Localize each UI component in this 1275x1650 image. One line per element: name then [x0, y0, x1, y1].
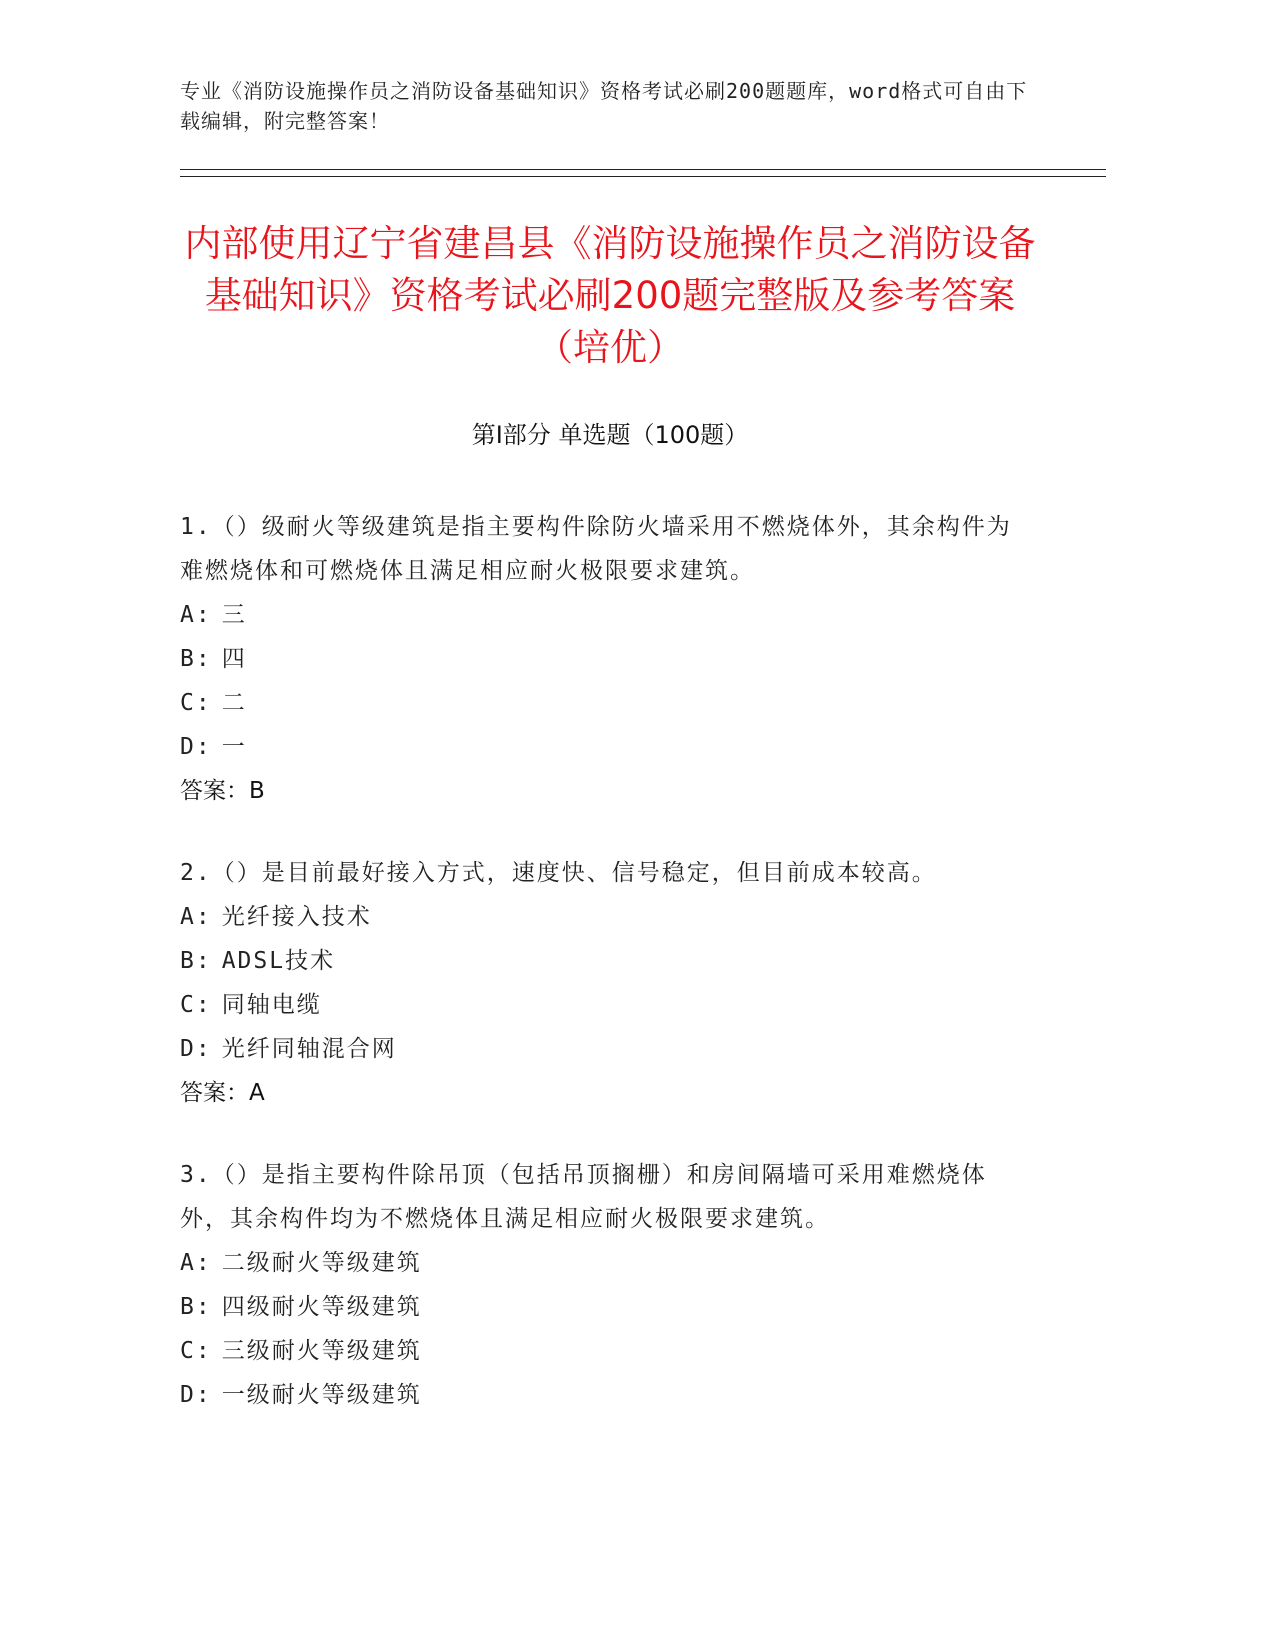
- question-3: [180, 1153, 1030, 1417]
- option-text: 二级耐火等级建筑: [221, 1250, 422, 1276]
- option-text: 光纤接入技术: [221, 904, 372, 930]
- option-text: 三级耐火等级建筑: [221, 1338, 422, 1364]
- answer-line: 答案：B: [180, 778, 265, 804]
- option-text: 四级耐火等级建筑: [221, 1294, 422, 1320]
- option-letter: A:: [180, 904, 212, 930]
- question-text: 3.（）是指主要构件除吊顶（包括吊顶搁栅）和房间隔墙可采用难燃烧体外，其余构件均为不燃烧体且满足相应耐火极限要求建筑。: [180, 1162, 987, 1232]
- option-b: [180, 637, 1030, 681]
- option-d: [180, 1373, 1030, 1417]
- option-text: 二: [221, 690, 247, 716]
- option-text: 四: [221, 646, 247, 672]
- option-a: [180, 895, 1030, 939]
- question-1: [180, 505, 1030, 813]
- section-heading: 第Ⅰ部分 单选题（100题）: [471, 421, 749, 449]
- option-letter: B:: [180, 1294, 212, 1320]
- header-rule-top: [180, 169, 1106, 170]
- question-text: 2.（）是目前最好接入方式，速度快、信号稳定，但目前成本较高。: [180, 860, 937, 886]
- option-text: 一级耐火等级建筑: [221, 1382, 422, 1408]
- option-text: 三: [221, 602, 247, 628]
- option-text: 一: [221, 734, 247, 760]
- option-text: 同轴电缆: [221, 992, 322, 1018]
- question-text: 1.（）级耐火等级建筑是指主要构件除防火墙采用不燃烧体外，其余构件为难燃烧体和可燃烧体且满足相应耐火极限要求建筑。: [180, 514, 1012, 584]
- option-a: [180, 593, 1030, 637]
- option-c: [180, 681, 1030, 725]
- option-d: [180, 725, 1030, 769]
- option-letter: D:: [180, 1036, 212, 1062]
- option-letter: B:: [180, 646, 212, 672]
- answer-line: 答案：A: [180, 1080, 265, 1106]
- option-letter: A:: [180, 602, 212, 628]
- option-letter: A:: [180, 1250, 212, 1276]
- option-letter: B:: [180, 948, 212, 974]
- option-b: [180, 939, 1030, 983]
- option-letter: D:: [180, 1382, 212, 1408]
- option-text: ADSL技术: [221, 948, 336, 974]
- header-note: 专业《消防设施操作员之消防设备基础知识》资格考试必刷200题题库，word格式可自由下载编辑，附完整答案！: [180, 79, 1028, 133]
- option-b: [180, 1285, 1030, 1329]
- option-letter: C:: [180, 690, 212, 716]
- option-d: [180, 1027, 1030, 1071]
- question-2: [180, 851, 1030, 1115]
- option-letter: C:: [180, 1338, 212, 1364]
- option-c: [180, 1329, 1030, 1373]
- question-list: [180, 505, 1030, 1455]
- option-c: [180, 983, 1030, 1027]
- option-a: [180, 1241, 1030, 1285]
- header-rule-bottom: [180, 176, 1106, 177]
- option-letter: C:: [180, 992, 212, 1018]
- document-title: 内部使用辽宁省建昌县《消防设施操作员之消防设备基础知识》资格考试必刷200题完整版及参考答案（培优）: [184, 222, 1036, 369]
- option-text: 光纤同轴混合网: [221, 1036, 397, 1062]
- option-letter: D:: [180, 734, 212, 760]
